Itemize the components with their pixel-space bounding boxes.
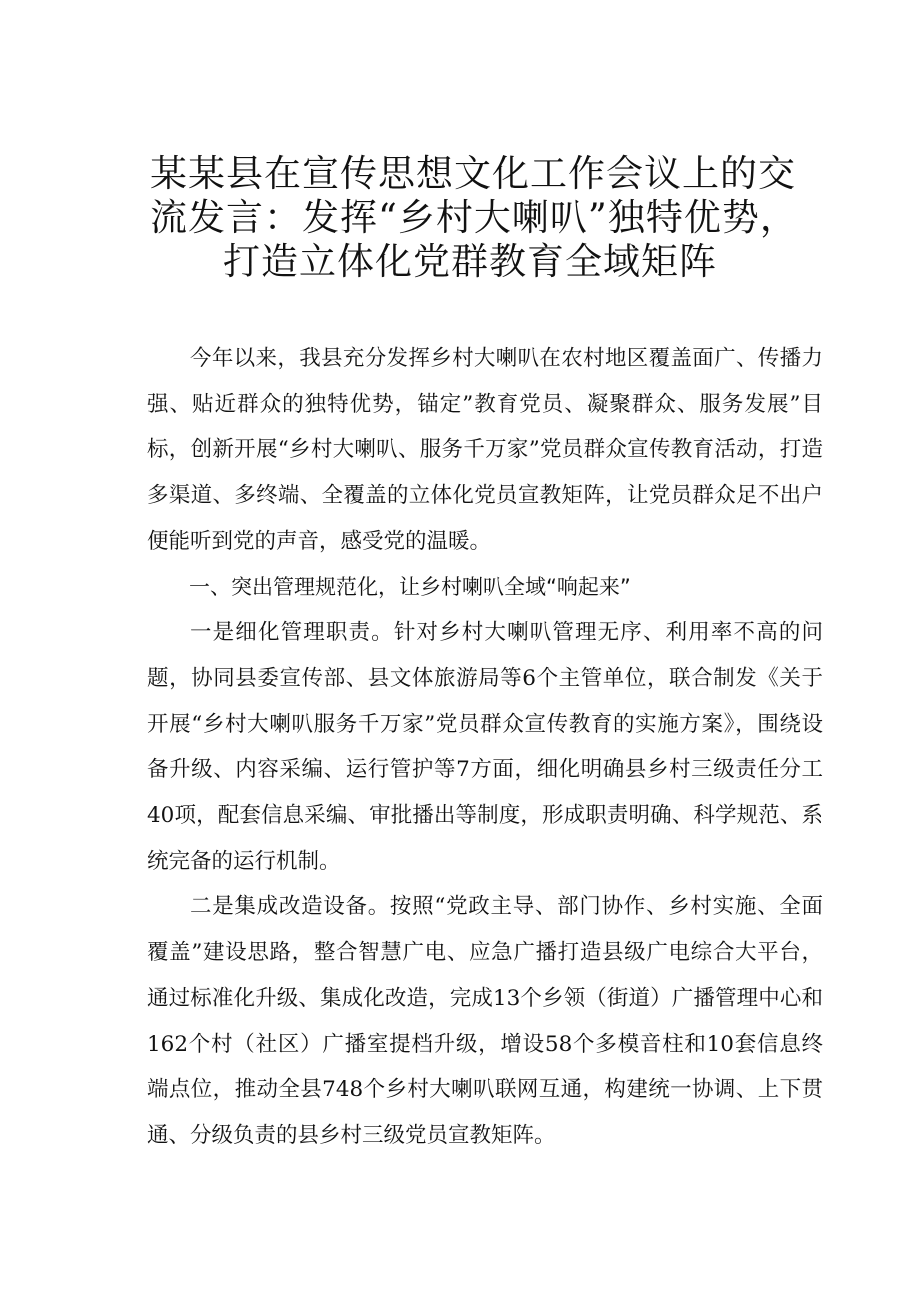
title-line: 打造立体化党群教育全域矩阵 bbox=[223, 240, 717, 283]
intro-paragraph: 今年以来，我县充分发挥乡村大喇叭在农村地区覆盖面广、传播力强、贴近群众的独特优势，锚定”教育党员、凝聚群众、服务发展”目标，创新开展“乡村大喇叭、服务千万家”党员群众宣传教育活动，打造多渠道、多终端、全覆盖的立体化党员宣教矩阵，让党员群众足不出户便能听到党的声音，感受党的温暖。 bbox=[147, 346, 823, 554]
document-title bbox=[150, 152, 798, 284]
document-body bbox=[147, 336, 823, 1159]
body-paragraph: 一是细化管理职责。针对乡村大喇叭管理无序、利用率不高的问题，协同县委宣传部、县文体旅游局等6个主管单位，联合制发《关于开展“乡村大喇叭服务千万家”党员群众宣传教育的实施方案》，围绕设备升级、内容采编、运行管护等7方面，细化明确县乡村三级责任分工40项，配套信息采编、审批播出等制度，形成职责明确、科学规范、系统完备的运行机制。 bbox=[147, 620, 823, 874]
body-paragraph: 二是集成改造设备。按照“党政主导、部门协作、乡村实施、全面覆盖”建设思路，整合智慧广电、应急广播打造县级广电综合大平台，通过标准化升级、集成化改造，完成13个乡领（街道）广播管理中心和162个村（社区）广播室提档升级，增设58个多模音柱和10套信息终端点位，推动全县748个乡村大喇叭联网互通，构建统一协调、上下贯通、分级负责的县乡村三级党员宣教矩阵。 bbox=[147, 894, 823, 1148]
section-heading: 一、突出管理规范化，让乡村喇叭全域“响起来” bbox=[189, 574, 631, 599]
title-line: 流发言：发挥“乡村大喇叭”独特优势， bbox=[150, 196, 798, 239]
title-line: 某某县在宣传思想文化工作会议上的交 bbox=[150, 152, 796, 195]
